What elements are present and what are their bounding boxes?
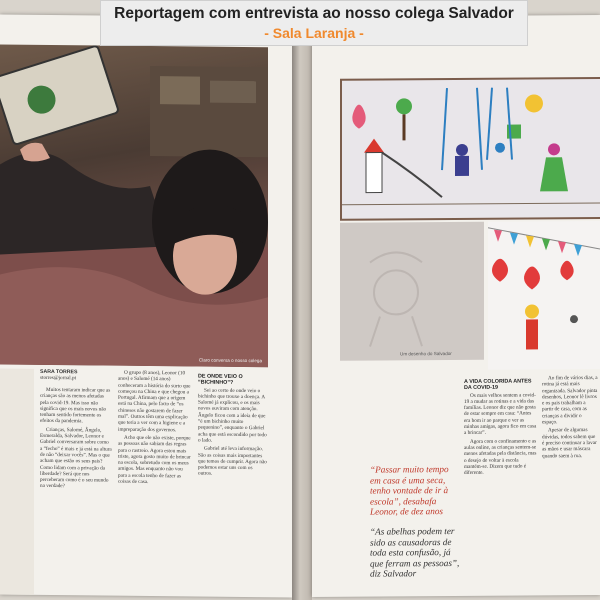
page-margin-strip	[0, 368, 34, 597]
right-newspaper-page	[312, 15, 600, 597]
byline-name: SARA TORRES	[40, 368, 78, 376]
article-column-1	[40, 387, 112, 588]
paragraph	[340, 378, 400, 385]
page-title: Reportagem com entrevista ao nosso colega Salvador	[114, 5, 514, 22]
paragraph: Acho que ele não existe, porque as pessoas não sabiam das regras para o rastreio. Agora estou mais triste, agora gosto muito de brincar na escola, sobretudo com os meus amigos. Mas enquanto não vou para a escola tenho de fazer as coisas de casa.	[118, 434, 191, 486]
paragraph: Sei ao certo de onde veio o bichinho que trouxe a doença. A Salomé já explicou, e os mais novos ouviram com atenção. Ângelo ficou com a ideia de que “é um bichinho muito pequenino”, enquanto o Gabriel acha que está escondido por todo o lado.	[198, 387, 267, 444]
children-drawing-playground	[340, 77, 600, 221]
paragraph: O grupo (8 anos), Leonor (10 anos) e Salomé (14 anos) conheceram a história do surto que começou na China e que chegou a Portugal. Afirmam que a origem está na China, pelo facto de “os chineses não gostarem de fazer mal”. Outros têm uma explicação que teria a ver com a higiene e a impreparação dos governos.	[118, 369, 191, 433]
byline	[40, 369, 110, 382]
sketch-illustration	[340, 222, 484, 361]
article-column-mid	[464, 375, 538, 597]
child-drawing-sketch	[340, 222, 484, 361]
paragraph: Gabriel até leva informação. São as coisas mais importantes que temos de cumprir. Agora não podemos estar uns com os outros.	[198, 445, 267, 478]
pull-quote-salvador: “As abelhas podem ter sido as causadoras de toda esta confusão, já que ferram as pessoas”, diz Salvador	[370, 526, 460, 579]
page-subtitle: - Sala Laranja -	[264, 25, 364, 41]
photo-illustration	[0, 44, 268, 367]
paragraph: Agora com o confinamento e as aulas online, as crianças sentem-se menos afetadas pela distância, mas o desejo de voltar à escola mantém-se. Dizem que tudo é diferente.	[464, 438, 537, 477]
paragraph: Crianças, Salomé, Ângelo, Esmeralda, Salvador, Leonor e Gabriel conversaram sobre como a “fecho” é mais e já está na altura de não “deixar vocês”. Mas o que acham que estão os seus pais? Como lidam com a privação da liberdade? Será que nos perceberam como é o seu mundo na verdade?	[40, 426, 112, 490]
bunting-drawing-illustration	[488, 221, 600, 370]
book-gutter	[292, 16, 312, 600]
playground-drawing-illustration	[342, 79, 600, 219]
section-heading: DE ONDE VEIO O “BICHINHO”?	[198, 373, 243, 387]
article-column-2	[118, 370, 192, 591]
paragraph: Ao fim de vários dias, a rotina já está mais organizada. Salvador pinta desenhos, Leonor lê livros e os pais trabalham a partir de casa, com as crianças a dividir o espaço.	[542, 375, 598, 426]
child-drawing-bunting	[488, 221, 600, 370]
photo-caption: Claro conversa o nosso colega	[198, 357, 262, 364]
paragraph: Muitos tentaram indicar que as crianças são as menos afetadas pela covid-19. Mas isso não significa que os mais novos não tenham sentido fortemente os efeitos da pandemia.	[40, 386, 111, 425]
left-newspaper-page	[0, 14, 292, 597]
drawing-caption: Um desenho do Salvador	[400, 351, 452, 357]
girl-with-tablet-photo	[0, 44, 268, 367]
article-column-right	[542, 375, 598, 597]
byline-email: storres@jornal.pt	[40, 375, 77, 382]
title-banner	[100, 0, 528, 46]
section-heading: A VIDA COLORIDA ANTES DA COVID-19	[464, 378, 532, 392]
pull-quote-leonor: “Passar muito tempo em casa é uma seca, tenho vontade de ir à escola”, desabafa Leonor, de dez anos	[370, 464, 449, 517]
paragraph: Apesar de algumas dúvidas, todos sabem que é preciso continuar a lavar as mãos e usar máscara quando saem à rua.	[542, 427, 597, 459]
paragraph: Os mais velhos sentem a covid-19 a mudar as rotinas e a vida das famílias. Leonor diz que não gosta de estar sempre em casa: “Antes era bom ir ao parque e ver as minhas amigas, agora fico em casa a brincar”.	[464, 392, 537, 437]
article-column-3	[198, 371, 268, 592]
